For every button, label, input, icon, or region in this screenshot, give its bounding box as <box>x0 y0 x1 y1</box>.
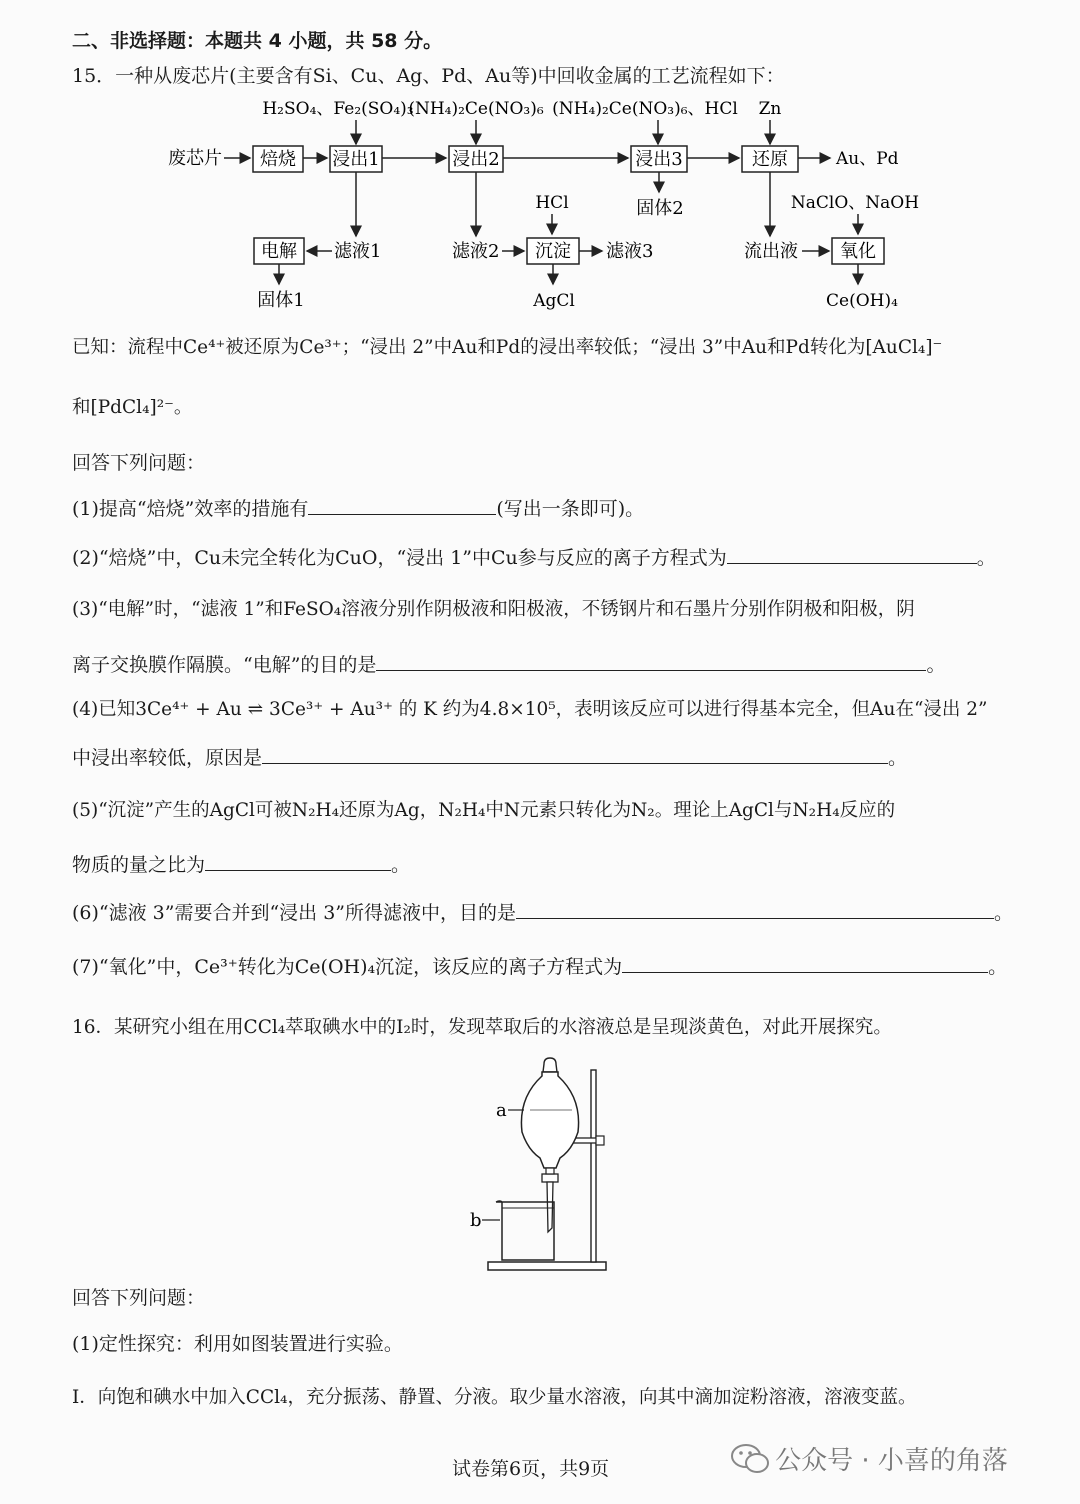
funnel-stopcock <box>542 1174 558 1182</box>
q15-intro: 15．一种从废芯片(主要含有Si、Cu、Ag、Pd、Au等)中回收金属的工艺流程如下： <box>72 65 785 87</box>
label-b: b <box>470 1210 482 1231</box>
product-reduce: Au、Pd <box>836 149 899 169</box>
q15-part7 <box>72 954 1007 979</box>
solid2-label: 固体2 <box>636 198 684 219</box>
q16-answer-prompt: 回答下列问题： <box>72 1287 206 1309</box>
product-oxid: Ce(OH)₄ <box>826 291 898 311</box>
filtrate2-label: 滤液2 <box>452 241 500 262</box>
q15-part7-answer-blank[interactable] <box>622 954 988 973</box>
q16-intro: 16．某研究小组在用CCl₄萃取碘水中的I₂时，发现萃取后的水溶液总是呈现淡黄色，对此开展探究。 <box>72 1017 892 1038</box>
label-a: a <box>496 1100 507 1121</box>
q15-part5-line2 <box>72 852 410 877</box>
q15-known-line1: 已知：流程中Ce⁴⁺被还原为Ce³⁺；“浸出 2”中Au和Pd的浸出率较低；“浸出 3”中Au和Pd转化为[AuCl₄]⁻ <box>72 337 943 358</box>
q15-part3-text: 离子交换膜作隔膜。“电解”的目的是 <box>72 654 377 676</box>
process-flowchart <box>0 90 1080 320</box>
q15-part5-line1: (5)“沉淀”产生的AgCl可被N₂H₄还原为Ag，N₂H₄中N元素只转化为N₂。理论上AgCl与N₂H₄反应的 <box>72 800 896 821</box>
q15-part3-period: 。 <box>926 654 946 676</box>
product-precip: AgCl <box>533 291 575 311</box>
q15-part5-answer-blank[interactable] <box>205 852 391 871</box>
reagent-reduce: Zn <box>758 99 782 119</box>
q15-part1-answer-blank[interactable] <box>308 496 496 515</box>
q15-part4-period: 。 <box>888 747 908 769</box>
q15-part4-line2 <box>72 745 907 770</box>
q16-part1: (1)定性探究：利用如图装置进行实验。 <box>72 1333 403 1355</box>
watermark-text: 公众号 · 小喜的角落 <box>775 1446 1008 1476</box>
page-footer: 试卷第6页，共9页 <box>452 1458 610 1480</box>
funnel-stopper <box>543 1058 557 1072</box>
box-reduce-label: 还原 <box>752 149 788 170</box>
effluent-label: 流出液 <box>744 241 798 262</box>
box-leach3-label: 浸出3 <box>635 149 683 170</box>
box-leach1-label: 浸出1 <box>332 149 380 170</box>
box-roast-label: 焙烧 <box>260 149 296 170</box>
q15-part7-period: 。 <box>988 956 1008 978</box>
q15-part2-period: 。 <box>976 547 996 569</box>
q15-part2-answer-blank[interactable] <box>727 545 977 564</box>
q15-part3-line2 <box>72 652 945 677</box>
reagent-oxid: NaClO、NaOH <box>790 193 920 213</box>
q16-part1-step1: Ⅰ．向饱和碘水中加入CCl₄，充分振荡、静置、分液。取少量水溶液，向其中滴加淀粉溶液，溶液变蓝。 <box>72 1387 917 1408</box>
q15-part3-answer-blank[interactable] <box>376 652 926 671</box>
separatory-funnel-apparatus <box>460 1050 630 1280</box>
q15-part5-period: 。 <box>391 854 411 876</box>
q15-part3-line1: (3)“电解”时，“滤液 1”和FeSO₄溶液分别作阴极液和阳极液，不锈钢片和石墨片分别作阴极和阳极，阴 <box>72 599 915 620</box>
q15-part4-answer-blank[interactable] <box>262 745 888 764</box>
box-leach2-label: 浸出2 <box>452 149 500 170</box>
q15-part1 <box>72 496 644 521</box>
q15-part7-text: (7)“氧化”中，Ce³⁺转化为Ce(OH)₄沉淀，该反应的离子方程式为 <box>72 956 623 978</box>
q15-answer-prompt: 回答下列问题： <box>72 452 206 474</box>
q15-part1-text: (1)提高“焙烧”效率的措施有 <box>72 498 309 520</box>
q15-known-line2: 和[PdCl₄]²⁻。 <box>72 397 193 418</box>
filtrate3-label: 滤液3 <box>606 241 654 262</box>
q15-part1-suffix: (写出一条即可)。 <box>496 498 645 520</box>
funnel-stem <box>547 1182 553 1232</box>
q15-part6 <box>72 900 1013 925</box>
q15-part4-line1: (4)已知3Ce⁴⁺ + Au ⇌ 3Ce³⁺ + Au³⁺ 的 K 约为4.8×10⁵，表明该反应可以进行得基本完全，但Au在“浸出 2” <box>72 699 988 720</box>
q15-part6-period: 。 <box>994 902 1014 924</box>
stand-rod <box>591 1070 596 1262</box>
q15-part6-answer-blank[interactable] <box>516 900 994 919</box>
reagent-leach1: H₂SO₄、Fe₂(SO₄)₃ <box>262 99 414 119</box>
box-oxidation-label: 氧化 <box>840 241 876 262</box>
stand-base <box>488 1262 606 1270</box>
beaker <box>496 1201 554 1260</box>
box-electrolysis-label: 电解 <box>261 241 297 262</box>
q15-part5-text: 物质的量之比为 <box>72 854 206 876</box>
q15-part4-text: 中浸出率较低，原因是 <box>72 747 263 769</box>
box-precipitation-label: 沉淀 <box>535 241 571 262</box>
reagent-precip: HCl <box>535 193 569 213</box>
q15-part6-text: (6)“滤液 3”需要合并到“浸出 3”所得滤液中，目的是 <box>72 902 517 924</box>
reagent-leach3: (NH₄)₂Ce(NO₃)₆、HCl <box>552 99 738 119</box>
solid1-label: 固体1 <box>257 290 305 311</box>
q15-part2-text: (2)“焙烧”中，Cu未完全转化为CuO，“浸出 1”中Cu参与反应的离子方程式为 <box>72 547 727 569</box>
q15-part2 <box>72 545 996 570</box>
wechat-icon <box>730 1441 770 1477</box>
reagent-leach2: (NH₄)₂Ce(NO₃)₆ <box>408 99 544 119</box>
watermark <box>730 1440 1008 1477</box>
feed-label: 废芯片 <box>168 148 222 169</box>
section-title: 二、非选择题：本题共 4 小题，共 58 分。 <box>72 30 443 52</box>
separatory-funnel <box>521 1072 578 1168</box>
filtrate1-label: 滤液1 <box>334 241 382 262</box>
